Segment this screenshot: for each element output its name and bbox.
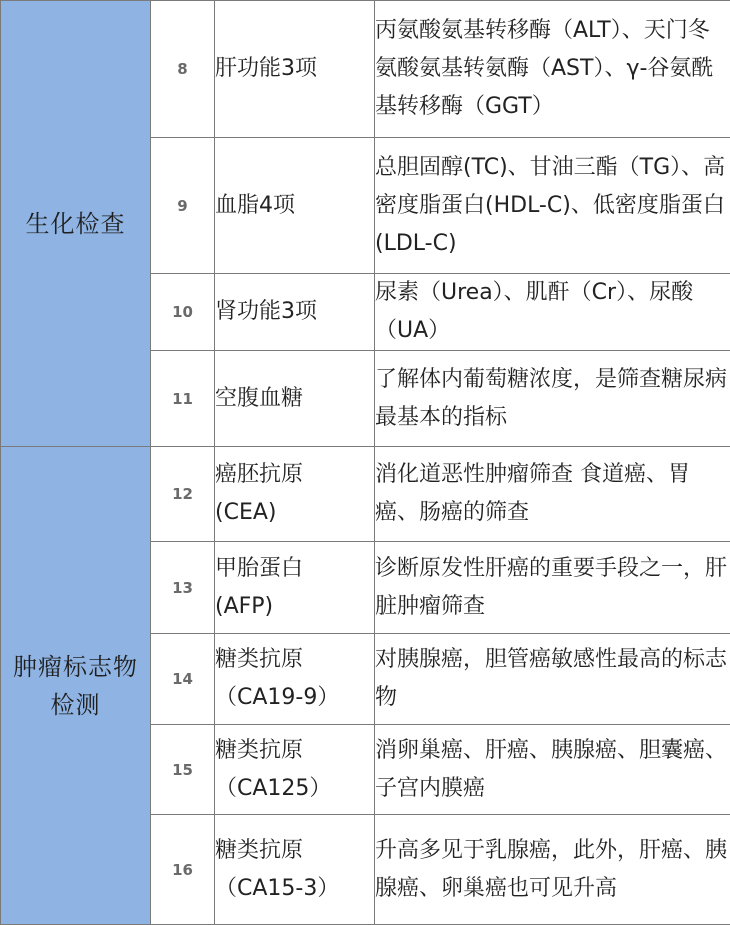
item-description: 消化道恶性肿瘤筛查 食道癌、胃癌、肠癌的筛查 xyxy=(375,447,730,542)
category-label-line1: 肿瘤标志物 xyxy=(1,648,150,686)
item-description: 尿素（Urea）、肌酐（Cr）、尿酸（UA） xyxy=(375,274,730,351)
row-number: 16 xyxy=(151,815,215,925)
row-number: 13 xyxy=(151,542,215,634)
item-description: 诊断原发性肝癌的重要手段之一，肝脏肿瘤筛查 xyxy=(375,542,730,634)
item-name-line1: 甲胎蛋白 xyxy=(215,550,374,588)
row-number: 9 xyxy=(151,138,215,274)
row-number: 10 xyxy=(151,274,215,351)
item-name: 血脂4项 xyxy=(215,138,375,274)
row-number: 11 xyxy=(151,351,215,447)
item-description: 消卵巢癌、肝癌、胰腺癌、胆囊癌、子宫内膜癌 xyxy=(375,725,730,815)
item-name-line2: （CA125） xyxy=(215,770,374,808)
item-name-line1: 糖类抗原 xyxy=(215,832,374,870)
item-name: 肾功能3项 xyxy=(215,274,375,351)
item-name-line2: (AFP) xyxy=(215,588,374,626)
item-name-line2: (CEA) xyxy=(215,494,374,532)
table-row xyxy=(1,447,730,542)
item-name: 肝功能3项 xyxy=(215,1,375,138)
item-name-line1: 糖类抗原 xyxy=(215,641,374,679)
row-number: 12 xyxy=(151,447,215,542)
item-description: 丙氨酸氨基转移酶（ALT）、天门冬氨酸氨基转氨酶（AST）、γ-谷氨酰基转移酶（GGT） xyxy=(375,1,730,138)
item-name-line2: （CA15-3） xyxy=(215,870,374,908)
item-description: 升高多见于乳腺癌，此外，肝癌、胰腺癌、卵巢癌也可见升高 xyxy=(375,815,730,925)
table-row xyxy=(1,1,730,138)
category-cell-biochem xyxy=(1,1,151,447)
category-label-line2: 检测 xyxy=(1,686,150,724)
item-name xyxy=(215,542,375,634)
row-number: 14 xyxy=(151,634,215,725)
item-name xyxy=(215,725,375,815)
item-description: 了解体内葡萄糖浓度，是筛查糖尿病最基本的指标 xyxy=(375,351,730,447)
item-description: 对胰腺癌，胆管癌敏感性最高的标志物 xyxy=(375,634,730,725)
item-name xyxy=(215,634,375,725)
item-name-line2: （CA19-9） xyxy=(215,679,374,717)
item-name xyxy=(215,815,375,925)
row-number: 15 xyxy=(151,725,215,815)
item-name xyxy=(215,447,375,542)
item-name: 空腹血糖 xyxy=(215,351,375,447)
row-number: 8 xyxy=(151,1,215,138)
category-cell-tumor xyxy=(1,447,151,925)
item-name-line1: 癌胚抗原 xyxy=(215,456,374,494)
item-description: 总胆固醇(TC)、甘油三酯（TG）、高密度脂蛋白(HDL-C)、低密度脂蛋白(LDL-C) xyxy=(375,138,730,274)
category-label: 生化检查 xyxy=(1,205,150,243)
item-name-line1: 糖类抗原 xyxy=(215,732,374,770)
